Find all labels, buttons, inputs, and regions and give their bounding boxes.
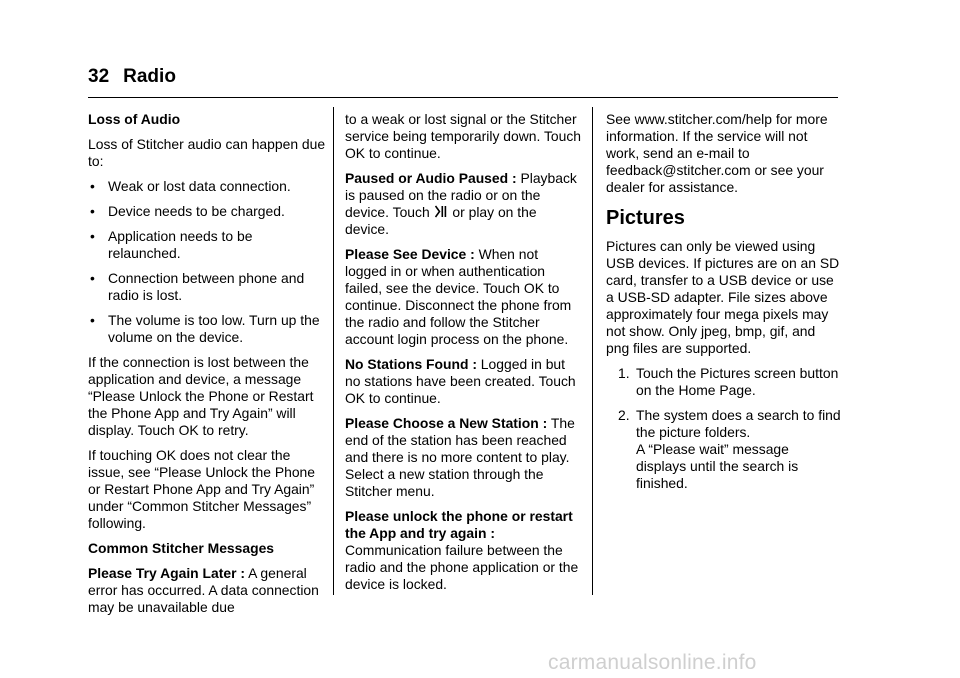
message-label: No Stations Found : [345, 356, 477, 372]
step-number: 1. [618, 365, 630, 381]
play-pause-icon [435, 205, 447, 218]
header-rule [88, 97, 838, 98]
message-entry: No Stations Found : Logged in but no stations have been created. Touch OK to continue. [345, 356, 576, 406]
common-messages-heading: Common Stitcher Messages [88, 540, 275, 556]
column-3 [606, 111, 842, 500]
loss-of-audio-heading: Loss of Audio [88, 111, 181, 127]
message-entry: Paused or Audio Paused : Playback is paused on the radio or on the device. Touch or play on the device. [345, 170, 577, 237]
message-entry: Please See Device : When not logged in or when authentication failed, see the device. Touch OK to continue. Disconnect the phone from the radio and follow the Stitcher account login process on the phone. [345, 246, 572, 347]
bullet-marker: • [90, 312, 95, 328]
page-header [88, 66, 176, 88]
list-item: • Application needs to be relaunched. [90, 228, 253, 261]
bullet-marker: • [90, 228, 95, 244]
pictures-heading: Pictures [606, 207, 685, 229]
list-item: • The volume is too low. Turn up the volume on the device. [90, 312, 320, 345]
message-entry: Please Choose a New Station : The end of the station has been reached and there is no more content to play. Select a new station through the Stitcher menu. [345, 415, 575, 499]
page-number: 32 [88, 66, 110, 87]
message-label: Please Try Again Later : [88, 565, 245, 581]
column-2 [345, 111, 583, 601]
list-item: • Connection between phone and radio is lost. [90, 270, 305, 303]
message-entry: Please unlock the phone or restart the App and try again : Communication failure between the radio and the phone application or the device is locked. [345, 508, 579, 592]
message-entry: Please Try Again Later : A general error has occurred. A data connection may be unavailable due [88, 565, 319, 615]
step-number: 2. [618, 407, 630, 423]
section-title: Radio [123, 66, 176, 87]
paragraph: Pictures can only be viewed using USB devices. If pictures are on an SD card, transfer to a USB device or use a USB-SD adapter. File sizes above approximately four mega pixels may not show. Only jpeg, bmp, gif, and png files are supported. [606, 238, 840, 356]
watermark: carmanualsonline.info [548, 651, 757, 674]
message-label: Please Choose a New Station : [345, 415, 548, 431]
list-item: 1. Touch the Pictures screen button on the Home Page. [618, 365, 839, 398]
bullet-marker: • [90, 270, 95, 286]
paragraph: If touching OK does not clear the issue, see “Please Unlock the Phone or Restart Phone App and Try Again” under “Common Stitcher Messages” following. [88, 447, 316, 531]
bullet-marker: • [90, 203, 95, 219]
list-item: • Device needs to be charged. [90, 203, 285, 219]
list-item: 2. The system does a search to find the picture folders. A “Please wait” message displays until the search is finished. [618, 407, 841, 491]
paragraph: If the connection is lost between the application and device, a message “Please Unlock the Phone or Restart the Phone App and Try Again” will display. Touch OK to retry. [88, 354, 314, 438]
column-divider [333, 107, 334, 595]
list-item: • Weak or lost data connection. [90, 178, 291, 194]
message-label: Please unlock the phone or restart the App and try again : [345, 508, 573, 541]
bullet-marker: • [90, 178, 95, 194]
paragraph: See www.stitcher.com/help for more information. If the service will not work, send an e-mail to feedback@stitcher.com or see your dealer for assistance. [606, 111, 828, 195]
column-divider [592, 107, 593, 595]
paragraph: to a weak or lost signal or the Stitcher service being temporarily down. Touch OK to continue. [345, 111, 582, 161]
message-label: Please See Device : [345, 246, 475, 262]
paragraph: Loss of Stitcher audio can happen due to: [88, 136, 326, 169]
column-1 [88, 111, 326, 624]
message-label: Paused or Audio Paused : [345, 170, 517, 186]
